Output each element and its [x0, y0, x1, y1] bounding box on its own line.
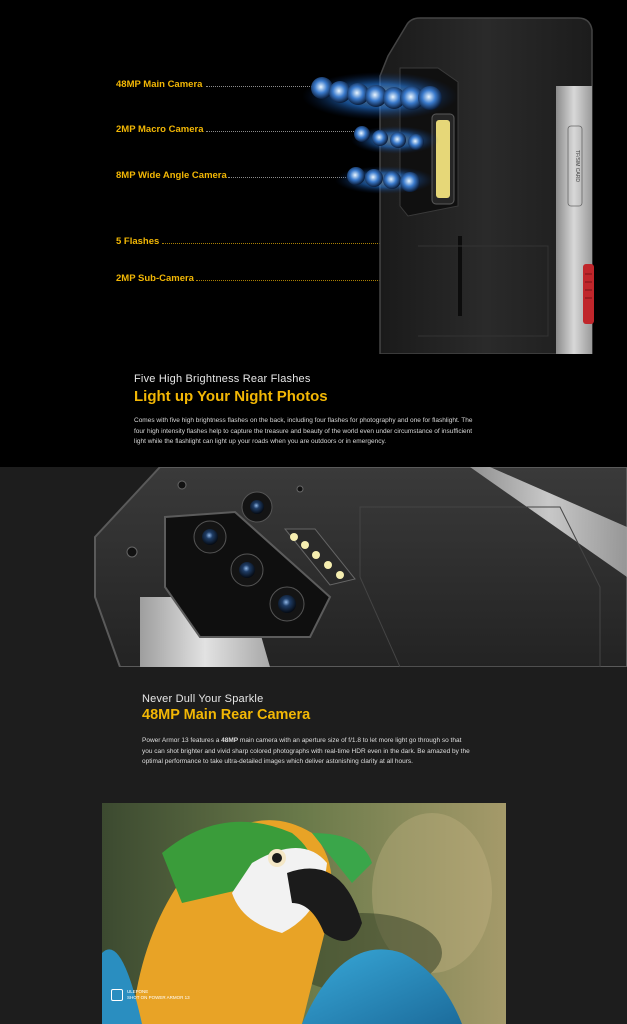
watermark-brand: ULEFONE [127, 989, 149, 994]
label-flashes: 5 Flashes [116, 236, 160, 247]
main-camera-description [142, 736, 472, 768]
main-camera-headline: 48MP Main Rear Camera [142, 707, 311, 723]
flash-feature-text [134, 373, 479, 448]
sim-card-label: TF/SIM CARD [574, 150, 580, 182]
sample-photo-parrot [102, 803, 506, 1024]
label-macro-camera: 2MP Macro Camera [116, 124, 204, 135]
main-camera-text [142, 693, 472, 768]
brand-logo-icon [111, 989, 123, 1001]
main-camera-subtitle: Never Dull Your Sparkle [142, 693, 264, 705]
photo-watermark [111, 989, 190, 1001]
phone-camera-closeup [0, 467, 627, 667]
description-suffix: main camera with an aperture size of f/1.8 to let more light go through so that you can shot brighter and vivid sharp colored photographs with real-time HDR even in the dark. Be amazed by the optimal performance to take ultra-detailed images which deliver astonishing clarity at all hours. [142, 737, 470, 765]
label-sub-camera: 2MP Sub-Camera [116, 273, 194, 284]
watermark-text [127, 989, 190, 1001]
description-prefix: Power Armor 13 features a [142, 737, 222, 744]
watermark-caption: SHOT ON POWER ARMOR 13 [127, 995, 190, 1000]
main-camera-section [0, 467, 627, 1024]
label-main-camera: 48MP Main Camera [116, 79, 203, 90]
camera-lens-glow [300, 60, 460, 200]
flash-subtitle: Five High Brightness Rear Flashes [134, 373, 311, 385]
label-wide-camera: 8MP Wide Angle Camera [116, 170, 227, 181]
camera-overview-section [0, 0, 627, 467]
flash-description: Comes with five high brightness flashes on the back, including four flashes for photography and one for flashlight. The four high intensity flashes help to capture the treasure and beauty of the world even under circumstance of insufficient light while the flashlight can light up your roads when you are outdoors or in emergency. [134, 417, 473, 445]
flash-headline: Light up Your Night Photos [134, 388, 328, 405]
description-bold: 48MP [221, 737, 239, 744]
